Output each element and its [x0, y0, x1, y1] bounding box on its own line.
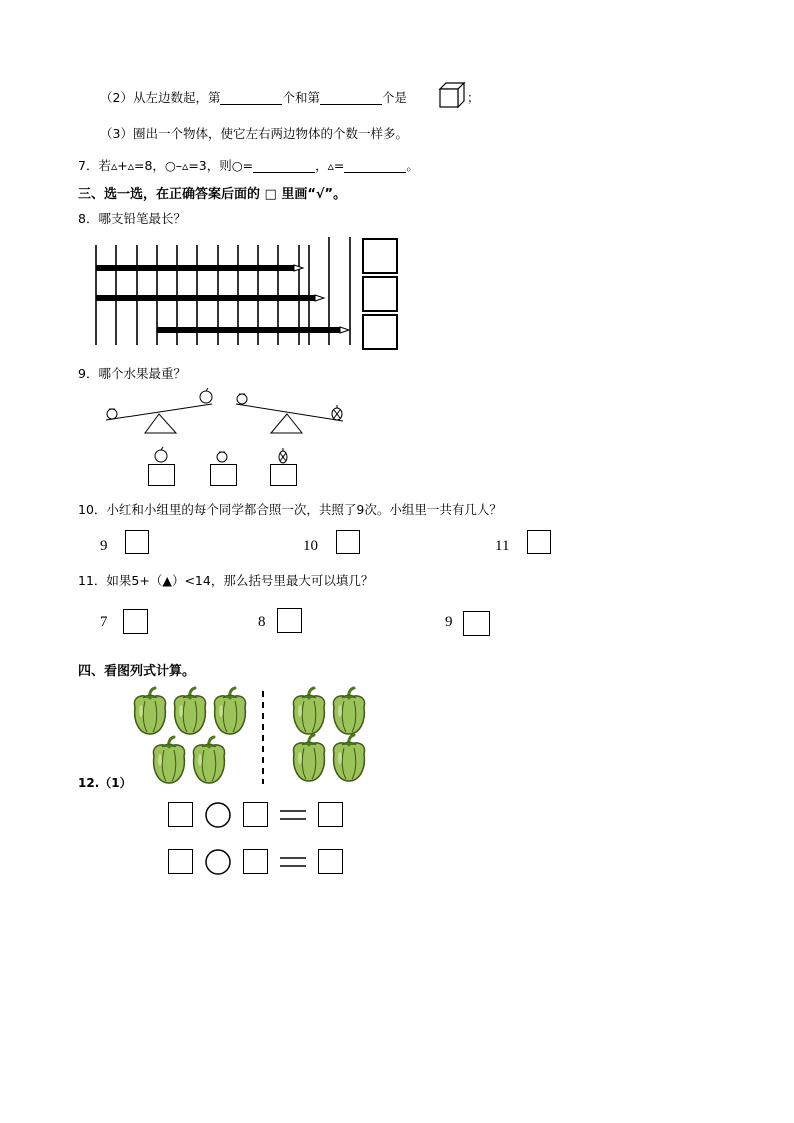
q11-option-3: 9: [445, 614, 453, 630]
question-8-text: 8．哪支铅笔最长？: [78, 211, 186, 226]
section-3-title: 三、选一选，在正确答案后面的 □ 里画“√”。: [78, 187, 347, 202]
q2-text-a: （2）从左边数起，第: [100, 90, 221, 105]
q2-text-c: 个是: [381, 90, 407, 105]
eq1-box-1[interactable]: [168, 802, 193, 827]
pepper-icon: [333, 688, 364, 734]
q7-text-a: 7．若▵+▵=8，○–▵=3，则○=: [78, 158, 254, 173]
question-12-label: 12.（1）: [78, 776, 132, 790]
q7-text-b: ，▵=: [315, 158, 345, 173]
pepper-icon: [333, 735, 364, 781]
q2-text-b: 个和第: [282, 90, 320, 105]
pepper-icon: [153, 737, 184, 783]
equals-icon: [279, 853, 307, 871]
question-11-text: 11．如果5+（▲）<14，那么括号里最大可以填几？: [78, 573, 374, 588]
pepper-icon: [214, 688, 245, 734]
question-10-text: 10．小红和小组里的每个同学都合照一次，共照了9次。小组里一共有几人？: [78, 502, 502, 517]
pepper-icon: [174, 688, 205, 734]
pepper-icon: [193, 737, 224, 783]
operator-circle-icon[interactable]: [205, 802, 231, 828]
question-9-text: 9．哪个水果最重？: [78, 366, 186, 381]
eq2-box-result[interactable]: [318, 849, 343, 874]
pepper-icon: [293, 688, 324, 734]
q10-option-1: 9: [100, 538, 108, 554]
eq1-box-result[interactable]: [318, 802, 343, 827]
question-3-text: （3）圈出一个物体，使它左右两边物体的个数一样多。: [100, 126, 408, 141]
section-4-title: 四、看图列式计算。: [78, 664, 196, 679]
q10-option-2: 10: [303, 538, 318, 554]
eq1-box-2[interactable]: [243, 802, 268, 827]
equals-icon: [279, 806, 307, 824]
q10-option-3: 11: [495, 538, 510, 554]
q11-option-2: 8: [258, 614, 266, 630]
eq2-box-1[interactable]: [168, 849, 193, 874]
pepper-icon: [293, 735, 324, 781]
q7-text-c: 。: [406, 158, 419, 173]
eq2-box-2[interactable]: [243, 849, 268, 874]
operator-circle-icon[interactable]: [205, 849, 231, 875]
q11-option-1: 7: [100, 614, 108, 630]
pepper-icon: [134, 688, 165, 734]
q2-text-d: ；: [467, 90, 480, 105]
